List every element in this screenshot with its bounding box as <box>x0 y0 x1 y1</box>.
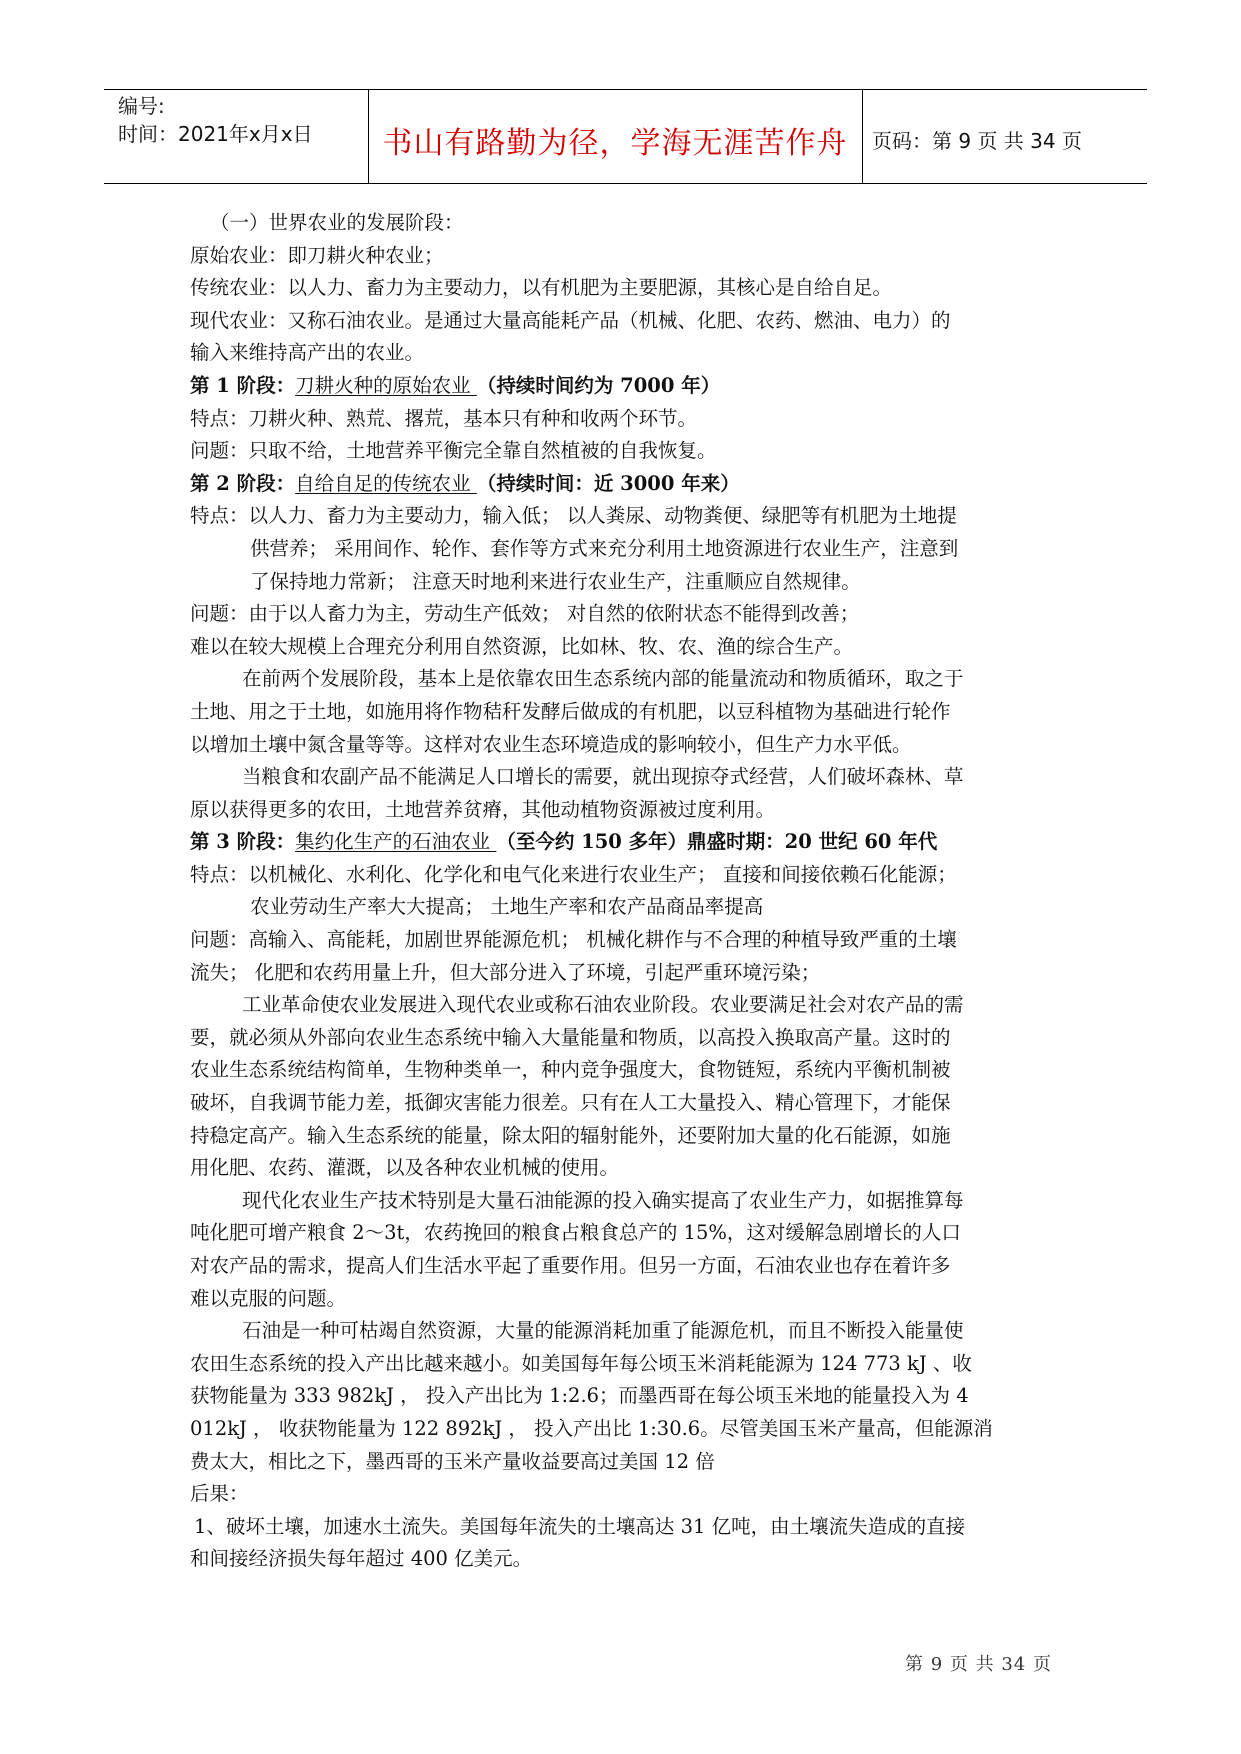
text-line: 在前两个发展阶段，基本上是依靠农田生态系统内部的能量流动和物质循环，取之于 <box>242 667 964 691</box>
stage-duration: （持续时间：近 3000 年来） <box>476 471 740 495</box>
text-line: 农业劳动生产率大大提高； 土地生产率和农产品商品率提高 <box>250 895 764 919</box>
text-line: 和间接经济损失每年超过 400 亿美元。 <box>190 1547 533 1571</box>
stage-title: 自给自足的传统农业 <box>295 471 477 495</box>
text-line: 原以获得更多的农田，土地营养贫瘠，其他动植物资源被过度利用。 <box>190 797 776 821</box>
text-line: 特点：以机械化、水利化、化学化和电气化来进行农业生产； 直接和间接依赖石化能源； <box>190 862 957 886</box>
text-line: 获物能量为 333 982kJ ， 投入产出比为 1:2.6；而墨西哥在每公顷玉米地的能量投入为 4 <box>190 1384 969 1408</box>
text-line: 费太大，相比之下，墨西哥的玉米产量收益要高过美国 12 倍 <box>190 1449 715 1473</box>
stage-title: 集约化生产的石油农业 <box>295 830 497 854</box>
text-line: 持稳定高产。输入生态系统的能量，除太阳的辐射能外，还要附加大量的化石能源，如施 <box>190 1123 951 1147</box>
stage-label: 第 3 阶段： <box>190 830 296 854</box>
text-line: 土地、用之于土地，如施用将作物秸秆发酵后做成的有机肥，以豆科植物为基础进行轮作 <box>190 699 951 723</box>
text-line: 现代农业：又称石油农业。是通过大量高能耗产品（机械、化肥、农药、燃油、电力）的 <box>190 308 951 332</box>
text-line: 输入来维持高产出的农业。 <box>190 341 425 365</box>
header-top-rule <box>104 89 1147 90</box>
text-line: 当粮食和农副产品不能满足人口增长的需要，就出现掠夺式经营，人们破坏森林、草 <box>242 765 964 789</box>
text-line: 问题：只取不给，土地营养平衡完全靠自然植被的自我恢复。 <box>190 439 717 463</box>
stage-label: 第 2 阶段： <box>190 471 296 495</box>
text-line: 流失； 化肥和农药用量上升，但大部分进入了环境，引起严重环境污染； <box>190 960 821 984</box>
text-line: 要，就必须从外部向农业生态系统中输入大量能量和物质，以高投入换取高产量。这时的 <box>190 1025 951 1049</box>
text-line: 传统农业：以人力、畜力为主要动力，以有机肥为主要肥源，其核心是自给自足。 <box>190 276 893 300</box>
text-line: 破坏，自我调节能力差，抵御灾害能力很差。只有在人工大量投入、精心管理下，才能保 <box>190 1091 951 1115</box>
header-divider-right <box>862 89 863 183</box>
stage-duration: （至今约 150 多年）鼎盛时期：20 世纪 60 年代 <box>496 830 938 854</box>
header-bottom-rule <box>104 183 1147 184</box>
stage-3-heading <box>190 826 1060 859</box>
text-line: 后果： <box>190 1482 249 1506</box>
text-line: 农田生态系统的投入产出比越来越小。如美国每年每公顷玉米消耗能源为 124 773 kJ 、收 <box>190 1351 972 1375</box>
text-line: 现代化农业生产技术特别是大量石油能源的投入确实提高了农业生产力，如据推算每 <box>242 1188 964 1212</box>
text-line: 原始农业：即刀耕火种农业； <box>190 243 444 267</box>
text-line: 用化肥、农药、灌溉，以及各种农业机械的使用。 <box>190 1156 620 1180</box>
text-line: 石油是一种可枯竭自然资源，大量的能源消耗加重了能源危机，而且不断投入能量使 <box>242 1319 964 1343</box>
stage-title: 刀耕火种的原始农业 <box>295 373 477 397</box>
text-line: 了保持地力常新； 注意天时地利来进行农业生产，注重顺应自然规律。 <box>250 569 861 593</box>
text-line: 吨化肥可增产粮食 2～3t，农药挽回的粮食占粮食总产的 15%，这对缓解急剧增长的人口 <box>190 1221 961 1245</box>
text-line: 对农产品的需求，提高人们生活水平起了重要作用。但另一方面，石油农业也存在着许多 <box>190 1254 951 1277</box>
text-line: 1、破坏土壤，加速水土流失。美国每年流失的土壤高达 31 亿吨，由土壤流失造成的直接 <box>194 1514 966 1538</box>
header-divider-left <box>368 89 369 183</box>
page-footer: 第 9 页 共 34 页 <box>905 1654 1052 1675</box>
header-left-block <box>118 92 313 148</box>
header-motto: 书山有路勤为径，学海无涯苦作舟 <box>382 126 848 161</box>
stage-duration: （持续时间约为 7000 年） <box>476 373 721 397</box>
text-line: 供营养； 采用间作、轮作、套作等方式来充分利用土地资源进行农业生产，注意到 <box>250 536 959 560</box>
header-number-label: 编号: <box>118 94 165 118</box>
text-line: 问题：高输入、高能耗，加剧世界能源危机； 机械化耕作与不合理的种植导致严重的土壤 <box>190 928 957 952</box>
document-body <box>190 207 1060 1576</box>
stage-2-heading <box>190 468 1060 501</box>
text-line: 以增加土壤中氮含量等等。这样对农业生态环境造成的影响较小，但生产力水平低。 <box>190 732 912 756</box>
header-time-label: 时间：2021年x月x日 <box>118 122 313 146</box>
stage-label: 第 1 阶段： <box>190 373 296 397</box>
header-page-info: 页码：第 9 页 共 34 页 <box>872 129 1082 153</box>
text-line: 012kJ ， 收获物能量为 122 892kJ ， 投入产出比 1:30.6。尽管美国玉米产量高，但能源消 <box>190 1416 993 1440</box>
text-line: （一）世界农业的发展阶段： <box>210 211 464 234</box>
text-line: 特点：以人力、畜力为主要动力，输入低； 以人粪尿、动物粪便、绿肥等有机肥为土地提 <box>190 504 957 528</box>
text-line: 农业生态系统结构简单，生物种类单一，种内竞争强度大，食物链短，系统内平衡机制被 <box>190 1058 951 1082</box>
text-line: 难以克服的问题。 <box>190 1286 347 1310</box>
text-line: 特点：刀耕火种、熟荒、撂荒，基本只有种和收两个环节。 <box>190 406 698 430</box>
text-line: 问题：由于以人畜力为主，劳动生产低效； 对自然的依附状态不能得到改善； <box>190 602 860 626</box>
stage-1-heading <box>190 370 1060 403</box>
text-line: 难以在较大规模上合理充分利用自然资源，比如林、牧、农、渔的综合生产。 <box>190 634 854 658</box>
text-line: 工业革命使农业发展进入现代农业或称石油农业阶段。农业要满足社会对农产品的需 <box>242 993 964 1017</box>
